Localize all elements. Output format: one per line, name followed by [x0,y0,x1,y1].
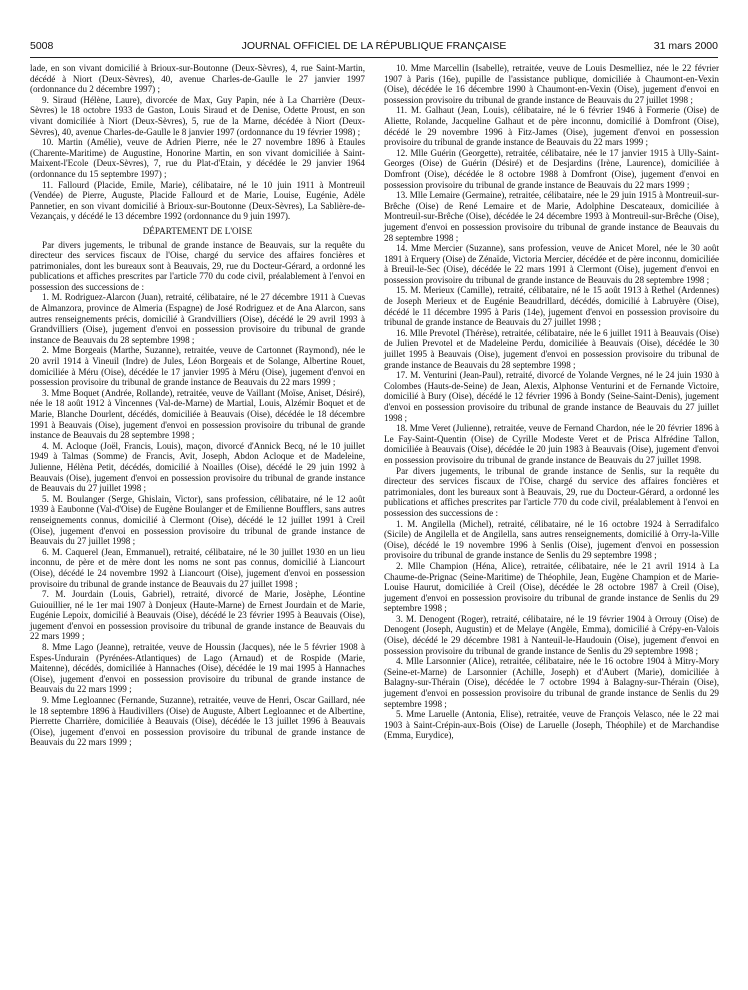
paragraph: 14. Mme Mercier (Suzanne), sans profession, veuve de Anicet Morel, née le 30 août 1891 à Erquery (Oise) de Zénaïde, Victoria Mercier, décédée et de père inconnu, domiciliée à Breuil-le-Sec (Oise), décédée le 22 mars 1991 à Clermont (Oise), jugement d'envoi en possession provisoire du tribunal de grande instance de Beauvais du 28 septembre 1998 ; [384,243,719,285]
paragraph: Par divers jugements, le tribunal de grande instance de Senlis, sur la requête du directeur des services fiscaux de l'Oise, chargé du service des affaires foncières et patrimoniales, dont les bureaux sont à Beauvais, 29, rue du Docteur-Gérard, a ordonné les publications et affiches prescrites par l'article 770 du code civil, préalablement à l'envoi en possession des successions de : [384,465,719,518]
paragraph: 11. Fallourd (Placide, Emile, Marie), célibataire, né le 10 juin 1911 à Montreuil (Vendée) de Pierre, Auguste, Placide Fallourd et de Marie, Louise, Eugénie, Adèle Pannetier, en son vivant domicilié à Brioux-sur-Boutonne (Deux-Sèvres), La Sablière-de-Vezançais, y décédé le 13 décembre 1992 (ordonnance du 9 juin 1997). [30,179,365,222]
publication-date: 31 mars 2000 [653,40,718,52]
paragraph: 4. M. Acloque (Joël, Francis, Louis), maçon, divorcé d'Annick Becq, né le 10 juillet 1949 à Talmas (Somme) de Francis, Avit, Joseph, Abdon Acloque et de Madeleine, Julienne, Hélèna Petit, décédés, domicilié à Noailles (Oise), décédé le 29 juin 1992 à Beauvais (Oise), jugement d'envoi en possession provisoire du tribunal de grande instance de Beauvais du 27 juillet 1998 ; [30,440,365,494]
paragraph: 6. M. Caquerel (Jean, Emmanuel), retraité, célibataire, né le 30 juillet 1930 en un lieu inconnu, de père et de mère dont les noms ne sont pas connus, domicilié à Liancourt (Oise), décédé le 24 novembre 1992 à Liancourt (Oise), jugement d'envoi en possession provisoire du tribunal de grande instance de Beauvais du 27 juillet 1998 ; [30,546,365,589]
header-rule [30,57,718,58]
paragraph: lade, en son vivant domicilié à Brioux-sur-Boutonne (Deux-Sèvres), 4, rue Saint-Martin, décédé à Niort (Deux-Sèvres), 40, avenue Charles-de-Gaulle le 27 janvier 1997 (ordonnance du 2 décembre 1997) ; [30,63,365,95]
paragraph: 10. Mme Marcellin (Isabelle), retraitée, veuve de Louis Desmelliez, née le 22 février 1907 à Paris (16e), pupille de l'assistance publique, domiciliée à Chaumont-en-Vexin (Oise), décédée le 16 décembre 1990 à Chaumont-en-Vexin (Oise), jugement d'envoi en possession provisoire du tribunal de grande instance de Beauvais du 27 juillet 1998 ; [384,63,719,105]
paragraph: 1. M. Rodriguez-Alarcon (Juan), retraité, célibataire, né le 27 décembre 1911 à Cuevas de Almanzora, province de Almeria (Espagne) de José Rodriguez et de Ana Alarcon, sans autres renseignements précis, domicilié à Grandvilliers (Oise), décédé le 29 avril 1993 à Grandvilliers (Oise), jugement d'envoi en possession provisoire du tribunal de grande instance de Beauvais du 28 septembre 1998 ; [30,292,365,345]
paragraph: 16. Mlle Prevotel (Thérèse), retraitée, célibataire, née le 6 juillet 1911 à Beauvais (Oise) de Julien Prevotel et de Madeleine Perdu, domiciliée à Beauvais (Oise), décédée le 30 juillet 1995 à Beauvais (Oise), jugement d'envoi en possession provisoire du tribunal de grande instance de Beauvais du 28 septembre 1998 ; [384,327,719,370]
paragraph: 8. Mme Lago (Jeanne), retraitée, veuve de Houssin (Jacques), née le 5 février 1908 à Espes-Undurain (Pyrénées-Atlantiques) de Lago (Arnaud) et de Rospide (Marie, Maitenne), décédés, domiciliée à Hannaches (Oise), décédée le 19 mai 1995 à Hannaches (Oise), jugement d'envoi en possession provisoire du tribunal de grande instance de Beauvais du 22 mars 1999 ; [30,642,365,695]
paragraph: 17. M. Venturini (Jean-Paul), retraité, divorcé de Yolande Vergnes, né le 24 juin 1930 à Colombes (Hauts-de-Seine) de Jean, Alexis, Alphonse Venturini et de Fernande Victoire, domicilié à Bury (Oise), décédé le 12 février 1996 à Bondy (Seine-Saint-Denis), jugement d'envoi en possession provisoire du tribunal de grande instance de Beauvais du 27 juillet 1998 ; [384,370,719,423]
paragraph: Par divers jugements, le tribunal de grande instance de Beauvais, sur la requête du directeur des services fiscaux de l'Oise, chargé du service des affaires foncières et patrimoniales, dont les bureaux sont à Beauvais, 29, rue du Docteur-Gérard, a ordonné les publications et affiches prescrites par l'article 770 du code civil, préalablement à l'envoi en possession des successions de : [30,239,365,292]
paragraph: 11. M. Galhaut (Jean, Louis), célibataire, né le 6 février 1946 à Formerie (Oise) de Aliette, Rolande, Jacqueline Galhaut et de père inconnu, domicilié à Domfront (Oise), décédé le 29 novembre 1996 à Fitz-James (Oise), jugement d'envoi en possession provisoire du tribunal de grande instance de Beauvais du 22 mars 1999 ; [384,105,719,148]
paragraph: 12. Mlle Guérin (Georgette), retraitée, célibataire, née le 17 janvier 1915 à Ully-Saint-Georges (Oise) de Guérin (Désiré) et de Desjardins (Irène, Laurence), domiciliée à Domfront (Oise), décédée le 8 octobre 1988 à Domfront (Oise), jugement d'envoi en possession provisoire du tribunal de grande instance de Beauvais du 22 mars 1999 ; [384,147,719,190]
paragraph: 7. M. Jourdain (Louis, Gabriel), retraité, divorcé de Marie, Josèphe, Léontine Guiouillier, né le 1er mai 1907 à Donjeux (Haute-Marne) de Ernest Jourdain et de Marie, Eugénie Lepoix, domicilié à Beauvais (Oise), décédé le 23 février 1995 à Beauvais (Oise), jugement d'envoi en possession provisoire du tribunal de grande instance de Beauvais du 22 mars 1999 ; [30,589,365,642]
paragraph: 10. Martin (Amélie), veuve de Adrien Pierre, née le 27 novembre 1896 à Etaules (Charente-Maritime) de Augustine, Honorine Martin, en son vivant domiciliée à Saint-Maixent-l'Ecole (Deux-Sèvres), 7, rue du Plat-d'Etain, y décédée le 29 janvier 1964 (ordonnance du 15 septembre 1997) ; [30,137,365,179]
paragraph: 5. Mme Laruelle (Antonia, Elise), retraitée, veuve de François Velasco, née le 22 mai 1903 à Saint-Crépin-aux-Bois (Oise) de Laruelle (Joseph, Théophile) et de Marchandise (Emma, Eurydice), [384,709,719,741]
paragraph: 13. Mlle Lemaire (Germaine), retraitée, célibataire, née le 29 juin 1915 à Montreuil-sur-Brêche (Oise) de René Lemaire et de Marie, Adolphine Descateaux, domiciliée à Montreuil-sur-Brêche (Oise), décédée le 24 décembre 1993 à Montreuil-sur-Brêche (Oise), jugement d'envoi en possession provisoire du tribunal de grande instance de Beauvais du 28 septembre 1998 ; [384,190,719,243]
section-heading: DÉPARTEMENT DE L'OISE [142,225,253,236]
journal-title: JOURNAL OFFICIEL DE LA RÉPUBLIQUE FRANÇAISE [241,40,507,52]
paragraph: 4. Mlle Larsonnier (Alice), retraitée, célibataire, née le 16 octobre 1904 à Mitry-Mory (Seine-et-Marne) de Larsonnier (Achille, Joseph) et d'Aubert (Marie), domiciliée à Balagny-sur-Thérain (Oise), décédée le 7 octobre 1994 à Balagny-sur-Thérain (Oise), jugement d'envoi en possession provisoire du tribunal de grande instance de Senlis du 29 septembre 1998 ; [384,656,719,709]
page-number: 5008 [30,40,54,52]
paragraph: 2. Mlle Champion (Héna, Alice), retraitée, célibataire, née le 21 avril 1914 à La Chaume-de-Prignac (Seine-Maritime) de Théophile, Jean, Eugène Champion et de Marie-Louise Haurut, domiciliée à Creil (Oise), décédée le 28 octobre 1987 à Creil (Oise), jugement d'envoi en possession provisoire du tribunal de grande instance de Senlis du 29 septembre 1998 ; [384,560,719,614]
right-column [384,63,719,741]
left-column [30,63,365,748]
paragraph: 18. Mme Veret (Julienne), retraitée, veuve de Fernand Chardon, née le 20 février 1896 à Le Fay-Saint-Quentin (Oise) de Cyrille Modeste Veret et de Prisca Alfrédine Tallon, domiciliée à Beauvais (Oise), décédée le 20 juin 1983 à Beauvais (Oise), jugement d'envoi en possession provisoire du tribunal de grande instance de Beauvais du 27 juillet 1998. [384,423,719,465]
page-header [30,40,718,56]
paragraph: 9. Siraud (Hélène, Laure), divorcée de Max, Guy Papin, née à La Charrière (Deux-Sèvres) le 18 octobre 1933 de Gaston, Louis Siraud et de Denise, Odette Proust, en son vivant domiciliée à Niort (Deux-Sèvres), 5, rue de la Marne, décédée à Niort (Deux-Sèvres), 40, avenue Charles-de-Gaulle le 8 janvier 1997 (ordonnance du 19 février 1998) ; [30,94,365,137]
paragraph: 9. Mme Legloannec (Fernande, Suzanne), retraitée, veuve de Henri, Oscar Gaillard, née le 18 septembre 1896 à Haudivillers (Oise) de Auguste, Albert Legloannec et de Albertine, Pierrette Charrière, domiciliée à Beauvais (Oise), décédée le 13 juillet 1996 à Beauvais (Oise), jugement d'envoi en possession provisoire du tribunal de grande instance de Beauvais du 22 mars 1999 ; [30,695,365,748]
paragraph: 3. Mme Boquet (Andrée, Rollande), retraitée, veuve de Vaillant (Moïse, Aniset, Désiré), née le 18 août 1912 à Vincennes (Val-de-Marne) de Martial, Louis, Alzémir Boquet et de Marie, Blanche Dourlent, décédés, domiciliée à Beauvais (Oise), décédée le 18 décembre 1991 à Beauvais (Oise), jugement d'envoi en possession provisoire du tribunal de grande instance de Beauvais du 28 septembre 1998 ; [30,387,365,441]
paragraph: 2. Mme Borgeais (Marthe, Suzanne), retraitée, veuve de Cartonnet (Raymond), née le 20 avril 1914 à Vineuil (Indre) de Jules, Léon Borgeais et de Solange, Albertine Rouet, domiciliée à Méru (Oise), décédée le 17 janvier 1995 à Méru (Oise), jugement d'envoi en possession provisoire du tribunal de grande instance de Beauvais du 22 mars 1999 ; [30,345,365,388]
paragraph: 3. M. Denogent (Roger), retraité, célibataire, né le 19 février 1904 à Orrouy (Oise) de Denogent (Joseph, Augustin) et de Melaye (Angèle, Emma), domicilié à Crépy-en-Valois (Oise), décédé le 29 décembre 1981 à Nanteuil-le-Haudouin (Oise), jugement d'envoi en possession provisoire du tribunal de grande instance de Senlis du 29 septembre 1998 ; [384,613,719,656]
paragraph: 5. M. Boulanger (Serge, Ghislain, Victor), sans profession, célibataire, né le 12 août 1939 à Eaubonne (Val-d'Oise) de Eugène Boulanger et de Emilienne Boufflers, sans autres renseignements connus, domicilié à Clermont (Oise), décédé le 12 juillet 1991 à Creil (Oise), jugement d'envoi en possession provisoire du tribunal de grande instance de Beauvais du 27 juillet 1998 ; [30,493,365,547]
paragraph: 1. M. Angilella (Michel), retraité, célibataire, né le 16 octobre 1924 à Serradifalco (Sicile) de Angilella et de Angilella, sans autres renseignements, domicilié à Orry-la-Ville (Oise), décédé le 19 novembre 1996 à Senlis (Oise), jugement d'envoi en possession provisoire du tribunal de grande instance de Senlis du 29 septembre 1998 ; [384,518,719,561]
paragraph: 15. M. Merieux (Camille), retraité, célibataire, né le 15 août 1913 à Rethel (Ardennes) de Joseph Merieux et de Eugénie Beaudrillard, décédés, domicilié à Labruyère (Oise), décédé le 11 décembre 1995 à Paris (14e), jugement d'envoi en possession provisoire du tribunal de grande instance de Beauvais du 27 juillet 1998 ; [384,285,719,328]
